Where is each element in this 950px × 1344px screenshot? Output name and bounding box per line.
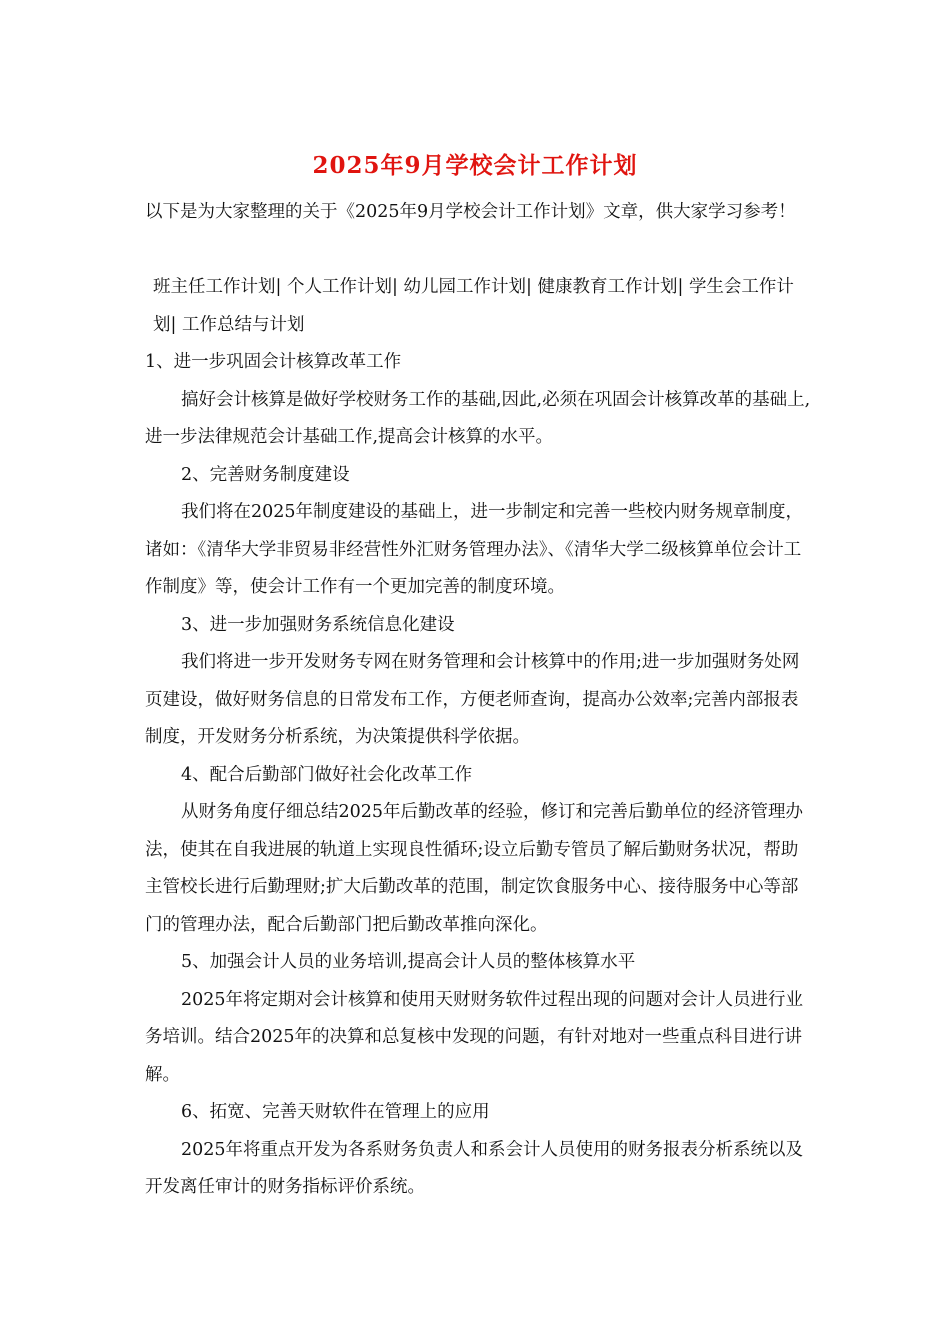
section-body-6: 2025年将重点开发为各系财务负责人和系会计人员使用的财务报表分析系统以及开发离任审计的财务指标评价系统。	[145, 1139, 804, 1197]
section-heading-3: 3、进一步加强财务系统信息化建设	[181, 614, 455, 635]
intro-paragraph: 以下是为大家整理的关于《2025年9月学校会计工作计划》文章，供大家学习参考！	[145, 202, 796, 222]
link-personal-plan[interactable]: 个人工作计划	[286, 277, 392, 297]
link-separator: |	[170, 314, 177, 335]
section-heading-1: 1、进一步巩固会计核算改革工作	[145, 352, 402, 372]
related-links	[145, 269, 815, 344]
section-heading-6: 6、拓宽、完善天财软件在管理上的应用	[181, 1102, 490, 1122]
link-separator: |	[525, 277, 532, 297]
link-summary-and-plan[interactable]: 工作总结与计划	[181, 314, 305, 335]
section-body-2: 我们将在2025年制度建设的基础上，进一步制定和完善一些校内财务规章制度，诸如：《清华大学非贸易非经营性外汇财务管理办法》、《清华大学二级核算单位会计工作制度》等，使会计工作有一个更加完善的制度环境。	[145, 502, 804, 597]
section-heading-2: 2、完善财务制度建设	[181, 464, 350, 485]
document-body	[145, 194, 815, 1207]
section-heading-5: 5、加强会计人员的业务培训,提高会计人员的整体核算水平	[181, 952, 636, 972]
section-body-4: 从财务角度仔细总结2025年后勤改革的经验，修订和完善后勤单位的经济管理办法，使其在自我进展的轨道上实现良性循环;设立后勤专管员了解后勤财务状况，帮助主管校长进行后勤理财;扩大后勤改革的范围，制定饮食服务中心、接待服务中心等部门的管理办法，配合后勤部门把后勤改革推向深化。	[145, 802, 804, 935]
link-health-education-plan[interactable]: 健康教育工作计划	[537, 277, 678, 297]
link-separator: |	[677, 277, 684, 297]
link-class-teacher-plan[interactable]: 班主任工作计划	[153, 277, 276, 297]
section-body-1: 搞好会计核算是做好学校财务工作的基础,因此,必须在巩固会计核算改革的基础上,进一步法律规范会计基础工作,提高会计核算的水平。	[145, 389, 811, 447]
link-kindergarten-plan[interactable]: 幼儿园工作计划	[403, 277, 526, 297]
blank-line	[145, 232, 815, 270]
section-body-3: 我们将进一步开发财务专网在财务管理和会计核算中的作用;进一步加强财务处网页建设，做好财务信息的日常发布工作，方便老师查询，提高办公效率;完善内部报表制度，开发财务分析系统，为决策提供科学依据。	[145, 652, 800, 747]
section-body-5: 2025年将定期对会计核算和使用天财财务软件过程出现的问题对会计人员进行业务培训。结合2025年的决算和总复核中发现的问题，有针对地对一些重点科目进行讲解。	[145, 989, 804, 1085]
section-heading-4: 4、配合后勤部门做好社会化改革工作	[181, 764, 473, 785]
link-separator: |	[391, 277, 398, 297]
link-student-union-plan[interactable]: 学生会工作计划	[153, 277, 794, 335]
document-title: 2025年9月学校会计工作计划	[312, 152, 638, 179]
link-separator: |	[275, 277, 282, 297]
